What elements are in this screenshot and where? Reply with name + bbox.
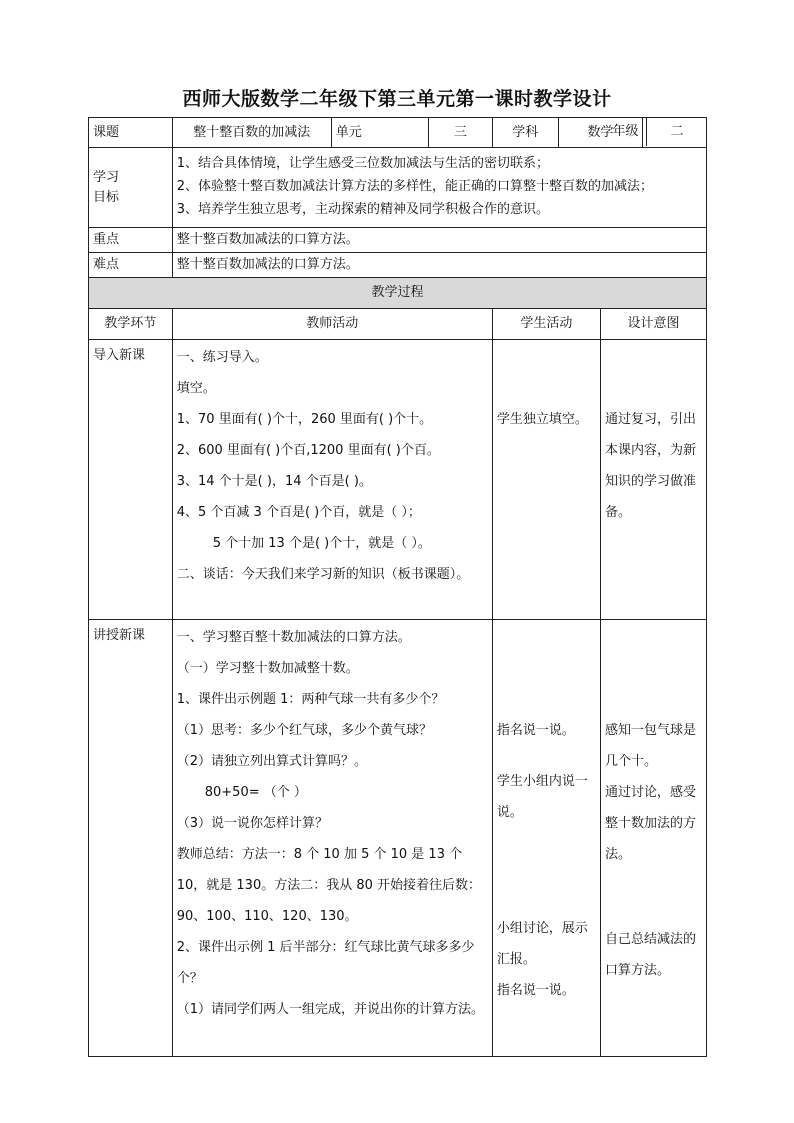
- grade-value: 二: [670, 124, 684, 139]
- teacher-line: 二、谈话：今天我们来学习新的知识（板书课题）。: [176, 567, 470, 582]
- teacher-line: 2、课件出示例 1 后半部分：红气球比黄气球多多少个？: [176, 940, 475, 986]
- teacher-line: 一、学习整百整十数加减法的口算方法。: [176, 630, 411, 645]
- key-point-row: [89, 228, 707, 253]
- process-row-intro: [89, 340, 707, 620]
- goal-item: 1、结合具体情境，让学生感受三位数加减法与生活的密切联系；: [176, 156, 550, 171]
- teacher-activity-intro: [172, 340, 492, 620]
- teacher-line: 5 个十加 13 个是( )个十，就是（ ）。: [212, 536, 431, 551]
- unit-label: 单元: [331, 118, 429, 148]
- goals-label-line1: 学习: [93, 169, 120, 185]
- teacher-activity-teach: [172, 620, 492, 1057]
- stage-intro: 导入新课: [89, 340, 173, 620]
- student-line: 指名说一说。: [496, 723, 575, 738]
- difficulty-row: [89, 253, 707, 278]
- teacher-line: （2）请独立列出算式计算吗？。: [176, 754, 368, 769]
- subject-value: 数学: [558, 118, 643, 148]
- teacher-line: （3）说一说你怎样计算？: [176, 816, 329, 831]
- student-line: 学生独立填空。: [496, 412, 588, 427]
- subject-label: 学科: [492, 118, 558, 148]
- grade-label: 年级: [605, 117, 647, 146]
- teacher-line: （1）请同学们两人一组完成，并说出你的计算方法。: [176, 1002, 485, 1017]
- key-point-label: 重点: [89, 228, 173, 253]
- difficulty-value: 整十整百数加减法的口算方法。: [172, 253, 706, 278]
- unit-value: 三: [429, 118, 493, 148]
- teacher-line: 一、练习导入。: [176, 350, 268, 365]
- column-header-student: 学生活动: [492, 309, 600, 340]
- lesson-plan-table: [88, 117, 707, 1057]
- process-columns-row: [89, 309, 707, 340]
- teacher-line: 4、5 个百减 3 个百是( )个百，就是（ ）；: [176, 505, 421, 520]
- intent-teach: [600, 620, 706, 1057]
- key-point-value: 整十整百数加减法的口算方法。: [172, 228, 706, 253]
- goal-item: 3、培养学生独立思考，主动探索的精神及同学积极合作的意识。: [176, 202, 550, 217]
- teacher-line: 1、课件出示例题 1：两种气球一共有多少个？: [176, 692, 445, 707]
- column-header-stage: 教学环节: [89, 309, 173, 340]
- teacher-line: 80+50= （个 ）: [204, 785, 307, 800]
- intent-line: 通过复习，引出本课内容，为新知识的学习做准备。: [604, 412, 696, 520]
- process-heading-row: [89, 278, 707, 309]
- teacher-line: 3、14 个十是( )，14 个百是( )。: [176, 474, 372, 489]
- student-activity-intro: [492, 340, 600, 620]
- intent-line: 自己总结减法的口算方法。: [604, 932, 696, 978]
- goals-list: [172, 148, 706, 228]
- stage-teach: 讲授新课: [89, 620, 173, 1057]
- goals-label-line2: 目标: [93, 189, 120, 205]
- student-line: 学生小组内说一说。: [496, 774, 588, 820]
- topic-label: 课题: [89, 118, 173, 148]
- intent-line: 通过讨论，感受整十数加法的方法。: [604, 785, 696, 862]
- intent-line: 感知一包气球是几个十。: [604, 723, 696, 769]
- student-line: 指名说一说。: [496, 983, 575, 998]
- document-title: 西师大版数学二年级下第三单元第一课时教学设计: [182, 88, 612, 110]
- teacher-line: 1、70 里面有( )个十，260 里面有( )个十。: [176, 412, 433, 427]
- column-header-teacher: 教师活动: [172, 309, 492, 340]
- student-line: 小组讨论，展示汇报。: [496, 921, 588, 967]
- intent-intro: [600, 340, 706, 620]
- process-heading: 教学过程: [89, 278, 707, 309]
- teacher-line: （一）学习整十数加减整十数。: [176, 661, 359, 676]
- difficulty-label: 难点: [89, 253, 173, 278]
- goals-label: [89, 148, 173, 228]
- student-activity-teach: [492, 620, 600, 1057]
- teacher-line: 教师总结：方法一：8 个 10 加 5 个 10 是 13 个 10，就是 130。方法二：我从 80 开始接着往后数：90、100、110、120、130。: [176, 847, 482, 924]
- teacher-line: 填空。: [176, 381, 216, 396]
- goal-item: 2、体验整十整百数加减法计算方法的多样性，能正确的口算整十整百数的加减法；: [176, 179, 654, 194]
- process-row-teach: [89, 620, 707, 1057]
- teacher-line: （1）思考：多少个红气球，多少个黄气球？: [176, 723, 433, 738]
- teacher-line: 2、600 里面有( )个百,1200 里面有( )个百。: [176, 443, 440, 458]
- goals-row: [89, 148, 707, 228]
- column-header-intent: 设计意图: [600, 309, 706, 340]
- topic-value: 整十整百数的加减法: [172, 118, 331, 148]
